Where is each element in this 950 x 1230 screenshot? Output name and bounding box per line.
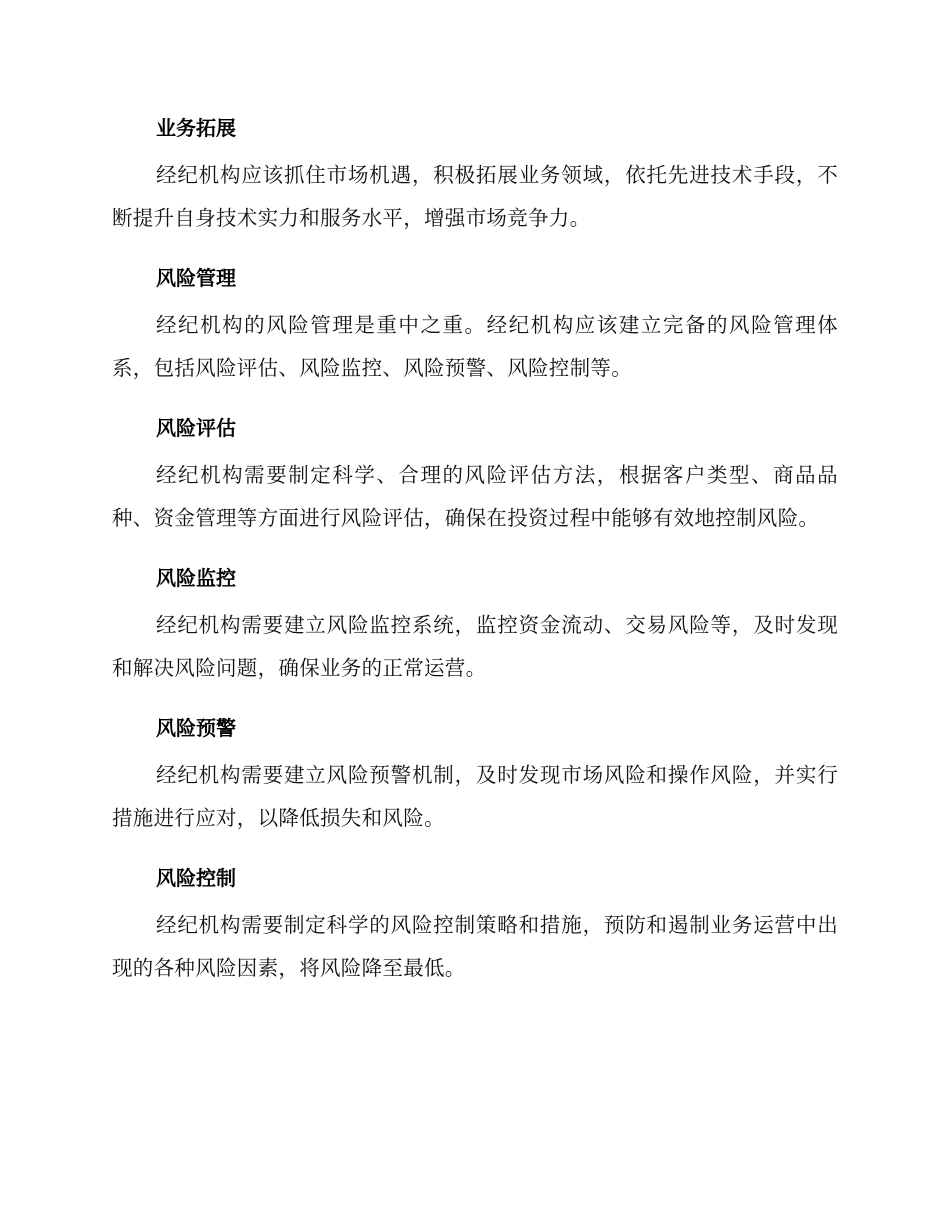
- document-page: [112, 106, 838, 1006]
- section-paragraph: 经纪机构需要制定科学、合理的风险评估方法，根据客户类型、商品品种、资金管理等方面进行风险评估，确保在投资过程中能够有效地控制风险。: [112, 463, 838, 530]
- section-heading: 风险预警: [156, 716, 236, 740]
- section-risk-management: [112, 256, 838, 390]
- section-paragraph: 经纪机构的风险管理是重中之重。经纪机构应该建立完备的风险管理体系，包括风险评估、风险监控、风险预警、风险控制等。: [112, 313, 838, 380]
- section-heading: 风险评估: [156, 416, 236, 440]
- section-heading: 风险管理: [156, 266, 236, 290]
- section-heading: 风险控制: [156, 866, 236, 890]
- section-risk-monitoring: [112, 556, 838, 690]
- section-risk-control: [112, 856, 838, 990]
- section-paragraph: 经纪机构需要制定科学的风险控制策略和措施，预防和遏制业务运营中出现的各种风险因素，将风险降至最低。: [112, 913, 838, 980]
- section-risk-warning: [112, 706, 838, 840]
- section-business-expansion: [112, 106, 838, 240]
- section-paragraph: 经纪机构需要建立风险监控系统，监控资金流动、交易风险等，及时发现和解决风险问题，确保业务的正常运营。: [112, 613, 838, 680]
- section-paragraph: 经纪机构应该抓住市场机遇，积极拓展业务领域，依托先进技术手段，不断提升自身技术实力和服务水平，增强市场竞争力。: [112, 163, 838, 230]
- section-risk-assessment: [112, 406, 838, 540]
- section-heading: 业务拓展: [156, 116, 236, 140]
- section-heading: 风险监控: [156, 566, 236, 590]
- section-paragraph: 经纪机构需要建立风险预警机制，及时发现市场风险和操作风险，并实行措施进行应对，以降低损失和风险。: [112, 763, 838, 830]
